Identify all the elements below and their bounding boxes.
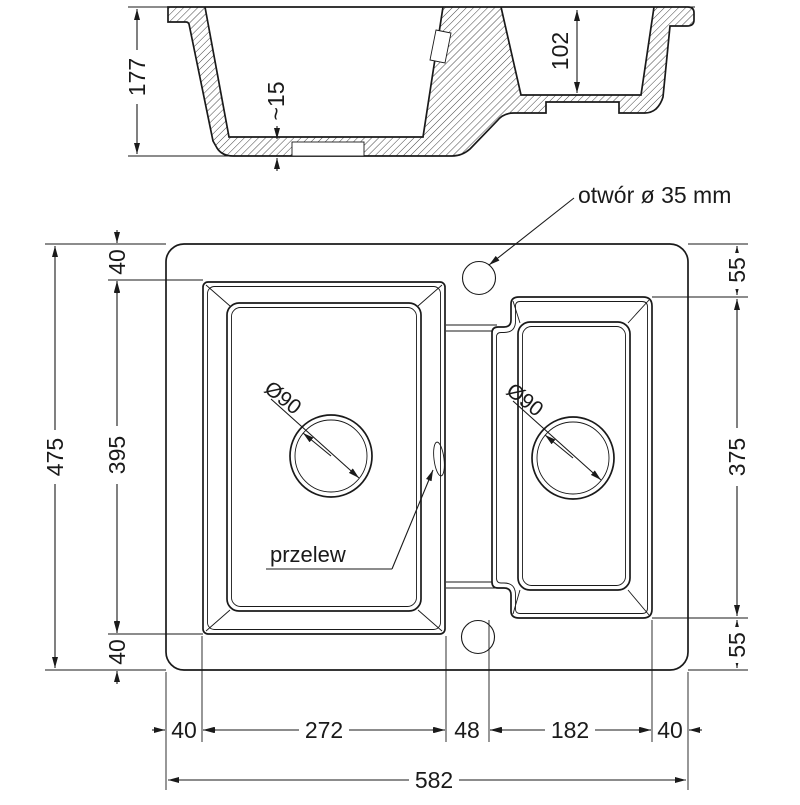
saddle-edge-lines (446, 325, 497, 588)
left-bowl-rim-outer (203, 282, 445, 634)
plan-view (166, 182, 731, 670)
dimension-plan-bottom-margin (104, 620, 130, 684)
overflow-annotation (266, 470, 433, 569)
dimension-left-bowl-width (204, 717, 444, 743)
dimension-left-bowl-height (104, 282, 130, 632)
dim-plan-top-margin: 40 (104, 249, 130, 275)
dimension-bottom-right-margin (638, 717, 702, 743)
overflow-leader-diag (392, 470, 433, 569)
dimension-right-top-margin (724, 246, 750, 295)
extension-lines (45, 244, 748, 790)
left-bowl (203, 282, 445, 634)
dim-right-top-margin: 55 (724, 257, 750, 283)
right-drain-arrow-stub (545, 435, 573, 458)
overflow-ellipse (432, 442, 446, 477)
dimension-right-bottom-margin (724, 620, 750, 668)
left-bowl-corner-edges (206, 285, 442, 631)
dim-right-bowl-width: 182 (550, 717, 590, 743)
bottom-hole-circle (462, 621, 495, 654)
right-bowl-corner-edges (513, 300, 649, 615)
faucet-hole-leader (489, 198, 574, 265)
faucet-hole-circle (463, 262, 496, 295)
dim-bottom-left-margin: 40 (171, 717, 197, 743)
divider-saddle (432, 325, 497, 588)
dim-total-width: 582 (414, 767, 454, 793)
cross-section-view (124, 7, 695, 171)
dim-plan-bottom-margin: 40 (104, 639, 130, 665)
left-bowl-rim-inner (208, 287, 441, 630)
dim-recess-depth: ~15 (263, 81, 289, 121)
faucet-hole-annotation (489, 182, 731, 265)
main-bowl-drain-recess (292, 142, 364, 156)
label-faucet-hole: otwór ø 35 mm (578, 182, 732, 208)
dim-right-bottom-margin: 55 (724, 632, 750, 658)
dimension-right-bowl-width (491, 717, 650, 743)
dim-left-bowl-width: 272 (304, 717, 344, 743)
label-left-drain-diameter: Ø90 (259, 376, 306, 420)
label-overflow: przelew (270, 542, 346, 567)
dimension-plan-total-height (42, 246, 68, 668)
dimension-right-bowl-height (724, 299, 750, 616)
dim-left-bowl-height: 395 (104, 435, 130, 475)
dim-divider-width: 48 (454, 717, 480, 743)
section-profile (168, 7, 694, 156)
dim-overall-depth: 177 (124, 57, 150, 97)
left-drain-arrow-stub (303, 433, 331, 456)
label-right-drain-diameter: Ø90 (501, 378, 548, 422)
dim-small-bowl-depth: 102 (547, 31, 573, 71)
dimension-total-width (168, 767, 686, 793)
dim-plan-total-height: 475 (42, 437, 68, 477)
dim-right-bowl-height: 375 (724, 437, 750, 477)
dim-bottom-right-margin: 40 (657, 717, 683, 743)
